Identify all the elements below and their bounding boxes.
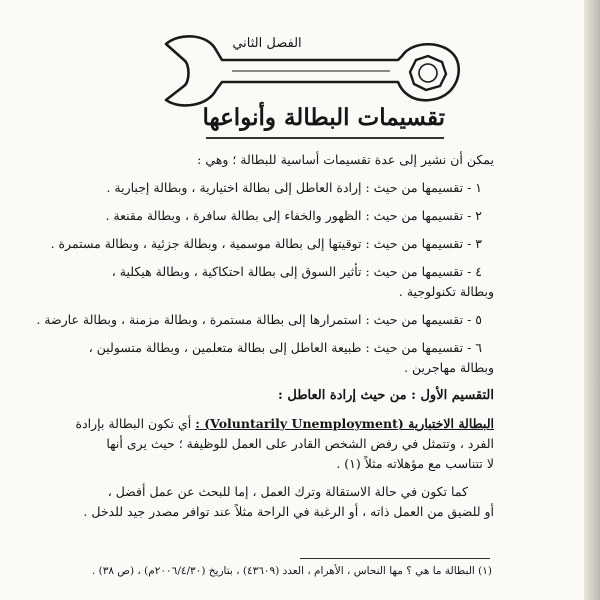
wrench-icon (150, 30, 466, 114)
definition-line-2: الفرد ، وتتمثل في رفض الشخص القادر على العمل للوظيفة ؛ حيث يرى أنها (106, 436, 494, 451)
list-item: ٤ - تقسيمها من حيث : تأثير السوق إلى بطالة احتكاكية ، وبطالة هيكلية ، (111, 264, 482, 279)
list-item-continuation: وبطالة تكنولوجية . (398, 284, 494, 299)
list-item-continuation: وبطالة مهاجرين . (404, 360, 494, 375)
paragraph-line: أو للضيق من العمل ذاته ، أو الرغبة في الراحة مثلاً عند توافر مصدر جيد للدخل . (83, 504, 494, 519)
section-heading: التقسيم الأول : من حيث إرادة العاطل : (278, 388, 494, 403)
page-title: تقسيمات البطالة وأنواعها (202, 104, 445, 131)
definition-line-3: لا تتناسب مع مؤهلاته مثلاً (١) . (336, 456, 494, 471)
chapter-label: الفصل الثاني (232, 36, 302, 51)
footnote: (١) البطالة ما هي ؟ مها النحاس ، الأهرام ، العدد (٤٣٦٠٩) ، بتاريخ (٢٠٠٦/٤/٣٠م) ، (ص ٣٨) . (91, 565, 492, 577)
intro-line: يمكن أن نشير إلى عدة تقسيمات أساسية للبطالة ؛ وهي : (197, 152, 494, 167)
definition-line (75, 414, 494, 434)
definition-text: أي تكون البطالة بإرادة (75, 416, 192, 431)
page-body (36, 150, 494, 522)
title-underline (206, 137, 444, 139)
page-edge-shadow (584, 0, 600, 600)
footnote-separator (300, 558, 490, 559)
paragraph-line: كما تكون في حالة الاستقالة وترك العمل ، إما للبحث عن عمل أفضل ، (107, 484, 468, 499)
list-item: ٣ - تقسيمها من حيث : توقيتها إلى بطالة موسمية ، وبطالة جزئية ، وبطالة مستمرة . (50, 236, 482, 251)
list-item: ٥ - تقسيمها من حيث : استمرارها إلى بطالة مستمرة ، وبطالة مزمنة ، وبطالة عارضة . (36, 312, 482, 327)
list-item: ١ - تقسيمها من حيث : إرادة العاطل إلى بطالة اختيارية ، وبطالة إجبارية . (106, 180, 482, 195)
list-item: ٦ - تقسيمها من حيث : طبيعة العاطل إلى بطالة متعلمين ، وبطالة متسولين ، (88, 340, 482, 355)
list-item: ٢ - تقسيمها من حيث : الظهور والخفاء إلى بطالة سافرة ، وبطالة مقنعة . (105, 208, 482, 223)
definition-term: البطالة الاختيارية (Voluntarily Unemployment) : (195, 416, 494, 431)
